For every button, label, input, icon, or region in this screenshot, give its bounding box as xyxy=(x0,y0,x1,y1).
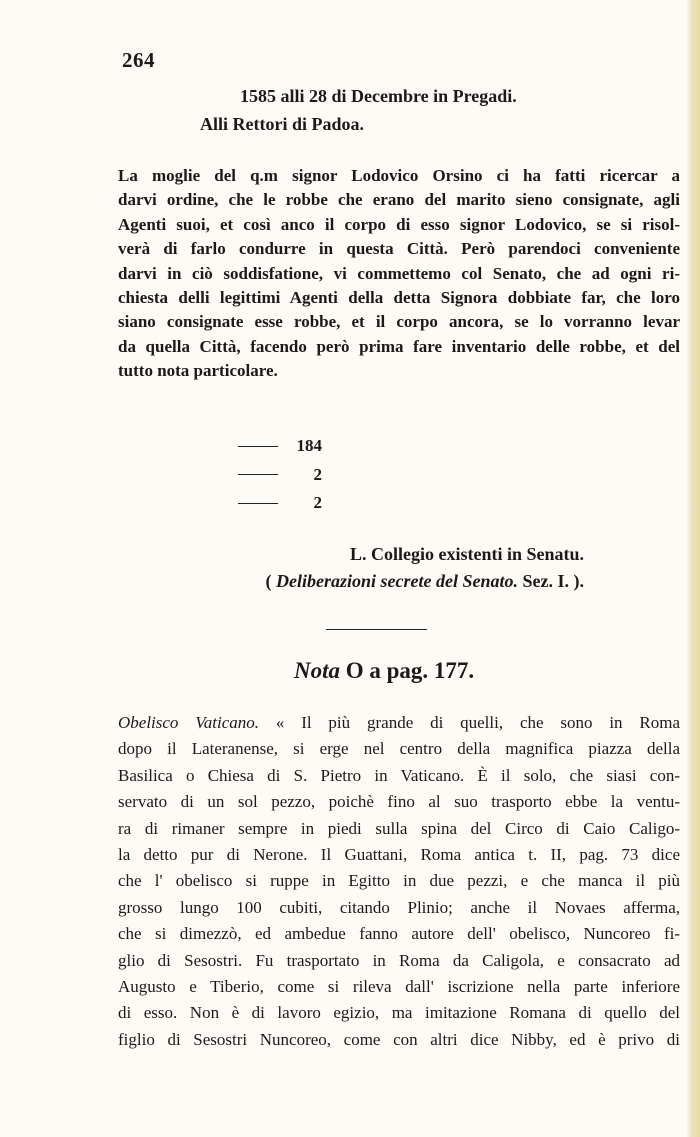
note-title xyxy=(294,658,474,684)
source-citation: ( Deliberazioni secrete del Senato. Sez. I. ). xyxy=(265,571,584,591)
text-line: figlio di Sesostri Nuncoreo, come con altri dice Nibby, ed è privo di xyxy=(118,1029,680,1049)
page-number: 264 xyxy=(122,48,155,72)
vote-value: 2 xyxy=(313,464,322,484)
text-line: glio di Sesostri. Fu trasportato in Roma da Caligola, e consacrato ad xyxy=(118,950,680,970)
section-divider xyxy=(326,629,427,630)
text-line: Agenti suoi, et così anco il corpo di esso signor Lodovico, se si risol- xyxy=(118,214,680,234)
vote-value: 2 xyxy=(313,493,322,513)
text-line: siano consignate esse robbe, et il corpo ancora, se lo vorranno levar xyxy=(118,312,680,332)
note-title-italic: Nota xyxy=(294,658,340,683)
note-body xyxy=(118,710,680,1053)
text-line: chiesta delli legittimi Agenti della detta Signora dobbiate far, che loro xyxy=(118,287,680,307)
vote-row xyxy=(238,489,322,518)
text-line: da quella Città, facendo però prima fare inventario delle robbe, et del xyxy=(118,336,680,356)
signature-block xyxy=(266,541,584,595)
vote-tally xyxy=(238,432,322,518)
note-title-rest: O a pag. 177. xyxy=(345,658,475,683)
text-line: che l' obelisco si ruppe in Egitto in due pezzi, e che manca il più xyxy=(118,871,680,891)
text-line: di esso. Non è di lavoro egizio, ma imitazione Romana di quello del xyxy=(118,1003,680,1023)
vote-row xyxy=(238,461,322,490)
date-line: 1585 alli 28 di Decembre in Pregadi. xyxy=(240,86,517,106)
text-line: verà di farlo condurre in questa Città. Però parendoci conveniente xyxy=(118,239,680,259)
addressee-line: Alli Rettori di Padoa. xyxy=(200,114,364,134)
text-line: la detto pur di Nerone. Il Guattani, Roma antica t. II, pag. 73 dice xyxy=(118,844,680,864)
page-edge xyxy=(686,0,700,1137)
text-line: darvi in ciò soddisfatione, vi commettemo col Senato, che ad ogni ri- xyxy=(118,263,680,283)
letter-body xyxy=(118,164,680,384)
text-line: servato di un sol pezzo, poichè fino al suo trasporto ebbe la ventu- xyxy=(118,792,680,812)
signature-line: L. Collegio existenti in Senatu. xyxy=(349,544,584,564)
text-line: darvi ordine, che le robbe che erano del marito sieno consignate, agli xyxy=(118,190,680,210)
text-line: grosso lungo 100 cubiti, citando Plinio; anche il Novaes afferma, xyxy=(118,897,680,917)
text-line: Basilica o Chiesa di S. Pietro in Vaticano. È il solo, che siasi con- xyxy=(118,765,680,785)
text-line: Augusto e Tiberio, come si rileva dall' iscrizione nella parte inferiore xyxy=(118,976,680,996)
text-line: ra di rimaner sempre in piedi sulla spina del Circo di Caio Caligo- xyxy=(118,818,680,838)
text-line: Obelisco Vaticano. « Il più grande di quelli, che sono in Roma xyxy=(118,713,680,732)
text-line: dopo il Lateranense, si erge nel centro della magnifica piazza della xyxy=(118,739,680,759)
text-line: tutto nota particolare. xyxy=(118,361,278,381)
text-line: La moglie del q.m signor Lodovico Orsino ci ha fatti ricercar a xyxy=(118,166,680,185)
vote-value: 184 xyxy=(296,436,322,456)
vote-row xyxy=(238,432,322,461)
text-line: che si dimezzò, ed ambedue fanno autore dell' obelisco, Nuncoreo fi- xyxy=(118,924,680,944)
